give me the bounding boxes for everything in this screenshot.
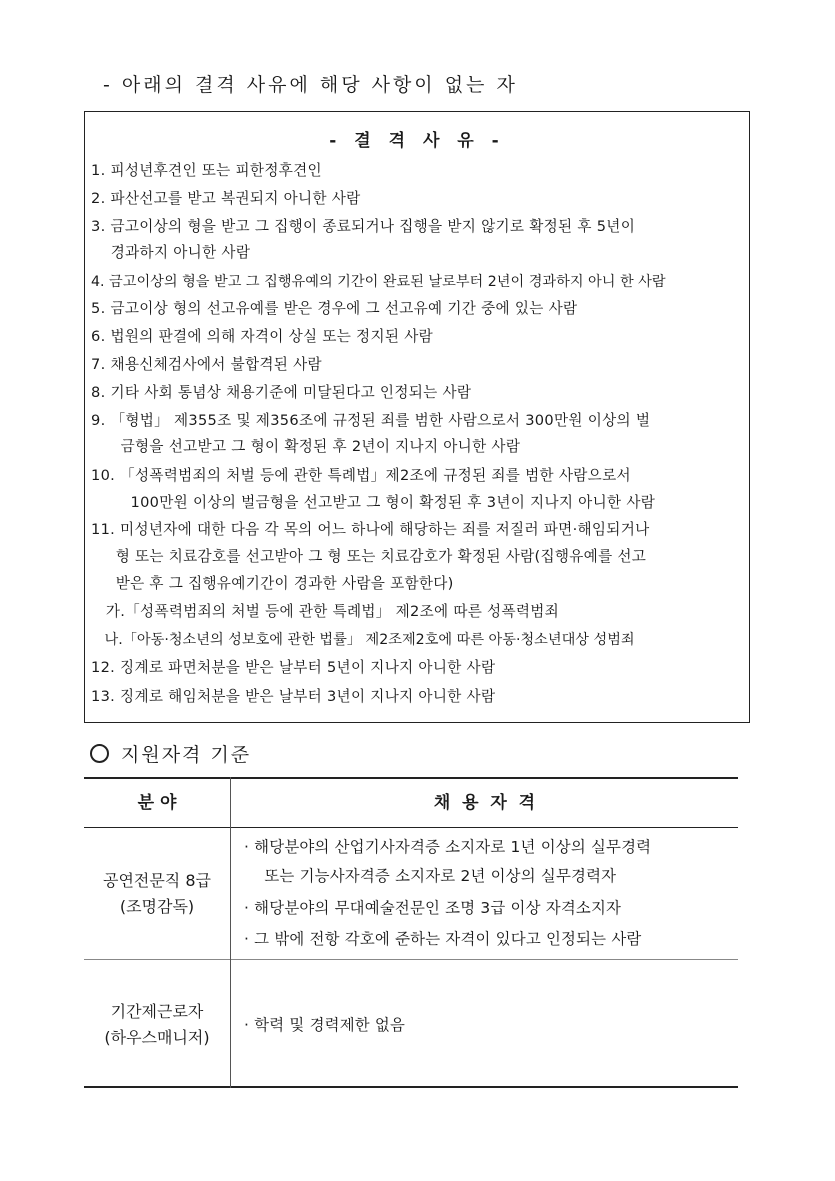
circle-bullet-icon (90, 744, 109, 763)
qualification-table (84, 777, 738, 1088)
disqualification-line: 10. 「성폭력범죄의 처벌 등에 관한 특례법」제2조에 규정된 죄를 범한 사람으로서 (91, 467, 631, 484)
table-bottom-border (84, 1086, 738, 1088)
row2-field-line2: (하우스매니저) (104, 1028, 210, 1047)
row2-requirement: · 학력 및 경력제한 없음 (244, 1016, 406, 1034)
disqualification-line: 5. 금고이상 형의 선고유예를 받은 경우에 그 선고유예 기간 중에 있는 사람 (91, 300, 578, 317)
row1-requirement: 또는 기능사자격증 소지자로 2년 이상의 실무경력자 (244, 867, 617, 885)
disqualification-line: 경과하지 아니한 사람 (91, 244, 251, 261)
row1-requirement: · 해당분야의 산업기사자격증 소지자로 1년 이상의 실무경력 (244, 838, 652, 856)
disqualification-line: 받은 후 그 집행유예기간이 경과한 사람을 포함한다) (91, 575, 454, 592)
disqualification-line: 가.「성폭력범죄의 처벌 등에 관한 특례법」 제2조에 따른 성폭력범죄 (91, 603, 560, 620)
disqualification-line: 8. 기타 사회 통념상 채용기준에 미달된다고 인정되는 사람 (91, 384, 472, 401)
disqualification-line: 13. 징계로 해임처분을 받은 날부터 3년이 지나지 아니한 사람 (91, 688, 496, 705)
disqualification-line: 12. 징계로 파면처분을 받은 날부터 5년이 지나지 아니한 사람 (91, 659, 496, 676)
disqualification-line: 6. 법원의 판결에 의해 자격이 상실 또는 정지된 사람 (91, 328, 433, 345)
disqualification-line: 3. 금고이상의 형을 받고 그 집행이 종료되거나 집행을 받지 않기로 확정된 후 5년이 (91, 218, 636, 235)
disqualification-box (84, 111, 750, 723)
disqualification-line: 금형을 선고받고 그 형이 확정된 후 2년이 지나지 아니한 사람 (91, 438, 521, 455)
disqualification-line: 7. 채용신체검사에서 불합격된 사람 (91, 356, 322, 373)
disqualification-line: 4. 금고이상의 형을 받고 그 집행유예의 기간이 완료된 날로부터 2년이 경과하지 아니 한 사람 (91, 274, 666, 290)
disqualification-line: 9. 「형법」 제355조 및 제356조에 규정된 죄를 범한 사람으로서 300만원 이상의 벌 (91, 412, 651, 429)
disqualification-title: - 결 격 사 유 - (329, 131, 505, 151)
disqualification-line: 나.「아동·청소년의 성보호에 관한 법률」 제2조제2호에 따른 아동·청소년대상 성범죄 (91, 632, 635, 648)
disqualification-line: 형 또는 치료감호를 선고받아 그 형 또는 치료감호가 확정된 사람(집행유예를 선고 (91, 548, 647, 565)
row1-field-line1: 공연전문직 8급 (102, 871, 211, 890)
disqualification-line: 100만원 이상의 벌금형을 선고받고 그 형이 확정된 후 3년이 지나지 아니한 사람 (91, 494, 656, 511)
row2-field-line1: 기간제근로자 (110, 1002, 204, 1021)
eligibility-header: - 아래의 결격 사유에 해당 사항이 없는 자 (103, 74, 518, 96)
table-row-divider (84, 959, 738, 960)
disqualification-line: 1. 피성년후견인 또는 피한정후견인 (91, 162, 322, 179)
section-title-text: 지원자격 기준 (121, 744, 252, 766)
row1-requirement: · 그 밖에 전항 각호에 준하는 자격이 있다고 인정되는 사람 (244, 930, 642, 948)
disqualification-line: 11. 미성년자에 대한 다음 각 목의 어느 하나에 해당하는 죄를 저질러 파면·해임되거나 (91, 521, 650, 538)
section-title (90, 740, 251, 767)
row1-requirement: · 해당분야의 무대예술전문인 조명 3급 이상 자격소지자 (244, 899, 622, 917)
header-field: 분 야 (137, 793, 177, 813)
header-qualification: 채 용 자 격 (433, 793, 536, 813)
disqualification-line: 2. 파산선고를 받고 복권되지 아니한 사람 (91, 190, 361, 207)
row1-field-line2: (조명감독) (119, 897, 195, 916)
